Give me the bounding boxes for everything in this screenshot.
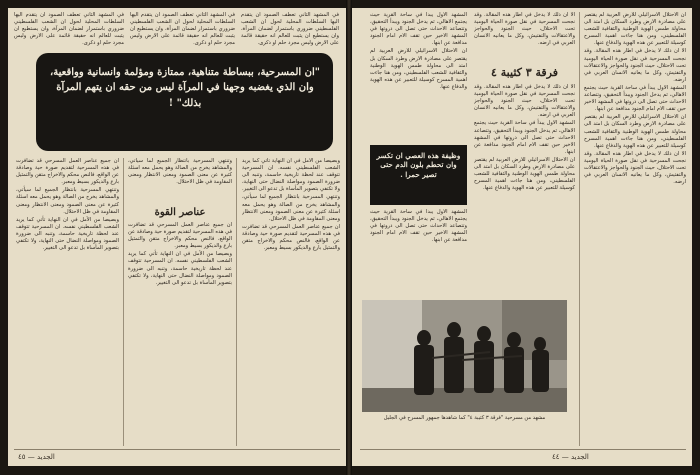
- left-column-center-top: وتنتهي المسرحية بانتظار الجميع لما سيأتي، والمشاهد يخرج من الصالة وهو يحمل معه اسئلة كثيرة عن معنى الصمود ومعنى الانتظار ومعنى المقاومة في ظل الاحتلال.: [128, 158, 232, 186]
- article-heading: فرقة ٣ كثيبة ٤: [491, 66, 558, 79]
- left-top-column-c: في المشهد الثاني تعطف الصمود ان يتقدم اليها السلطات المحلية لحول ان الشعب الفلسطيني ضروري باستمرار لضمان المرآة، وان يستطيع ان يثبت للعالم انه حقيقة قائمة على الارض وليس مجرد حلم او ذكرى.: [241, 12, 339, 47]
- column-divider: [579, 12, 580, 446]
- left-column-left: ان جميع عناصر العمل المسرحي قد تضافرت في هذه المسرحية لتقديم صورة حية وصادقة عن الواقع، فالنص محكم والاخراج متقن والتمثيل بارع والديكور بسيط ومعبر. وتنتهي المسرحية بانتظار الجميع لما سيأتي، والمشاهد يخرج من الصالة وهو يحمل معه اسئلة كثيرة عن معنى الصمود ومعنى الانتظار ومعنى المقاومة في ظل الاحتلال. وبصيصا من الأمل في ان النهاية تأتي كما يريد الشعب الفلسطيني نفسه. ان المسرحية تتوقف عند لحظة تاريخية حاسمة، وتنبه الى ضرورة الصمود ومواصلة النضال حتى النهاية، ولا تكتفي بتصوير المأساة بل تدعو الى التغيير.: [16, 158, 119, 252]
- stage-photo: [362, 300, 567, 412]
- section-subheading: عناصر القوة: [154, 207, 206, 218]
- callout-text: وظيفة هذه العصي ان تكسر وان تحطم بلون الدم حتى تصير حمرا .: [376, 151, 461, 179]
- column-divider: [236, 158, 237, 446]
- left-top-column-b: في المشهد الثاني تعطف الصمود ان يتقدم اليها السلطات المحلية لحول ان الشعب الفلسطيني ضروري باستمرار لضمان المرآة، وان يستطيع ان يثبت للعالم انه حقيقة قائمة على الارض وليس مجرد حلم او ذكرى.: [130, 12, 235, 47]
- footer-rule: [360, 449, 686, 450]
- column-divider: [123, 158, 124, 446]
- pull-quote-box: [36, 53, 333, 151]
- page-number-right: الجديد — ٤٤: [552, 453, 589, 461]
- page-number-left: الجديد — ٤٥: [18, 453, 55, 461]
- left-page: [8, 8, 346, 466]
- right-column-mid-top: الا ان ذلك لا يدخل في اطار هذه المقالة. وقد نجحت المسرحية في نقل صورة الحياة اليومية تحت الاحتلال، حيث الجنود والحواجز والاعتقالات والتفتيش، وكل ما يعانيه الانسان العربي في ارضه.: [474, 12, 575, 47]
- right-column-right: ان الاحتلال الاسرائيلي للارض العربية لم يقتصر على مصادرة الارض وطرد السكان بل امتد الى محاولة طمس الهوية الوطنية والثقافية للشعب الفلسطيني، ومن هنا جاءت اهمية المسرح كوسيلة للتعبير عن هذه الهوية والدفاع عنها. الا ان ذلك لا يدخل في اطار هذه المقالة. وقد نجحت المسرحية في نقل صورة الحياة اليومية تحت الاحتلال، حيث الجنود والحواجز والاعتقالات والتفتيش، وكل ما يعانيه الانسان العربي في ارضه. المشهد الاول يبدأ في ساحة القرية حيث يجتمع الاهالي، ثم يدخل الجنود ويبدأ التحقيق، وتتصاعد الاحداث حتى تصل الى ذروتها في المشهد الاخير حين تقف الام امام الجنود مدافعة عن ابنها. ان الاحتلال الاسرائيلي للارض العربية لم يقتصر على مصادرة الارض وطرد السكان بل امتد الى محاولة طمس الهوية الوطنية والثقافية للشعب الفلسطيني، ومن هنا جاءت اهمية المسرح كوسيلة للتعبير عن هذه الهوية والدفاع عنها. الا ان ذلك لا يدخل في اطار هذه المقالة. وقد نجحت المسرحية في نقل صورة الحياة اليومية تحت الاحتلال، حيث الجنود والحواجز والاعتقالات والتفتيش، وكل ما يعانيه الانسان العربي في ارضه.: [584, 12, 686, 186]
- right-column-mid: الا ان ذلك لا يدخل في اطار هذه المقالة. وقد نجحت المسرحية في نقل صورة الحياة اليومية تحت الاحتلال، حيث الجنود والحواجز والاعتقالات والتفتيش، وكل ما يعانيه الانسان العربي في ارضه. المشهد الاول يبدأ في ساحة القرية حيث يجتمع الاهالي، ثم يدخل الجنود ويبدأ التحقيق، وتتصاعد الاحداث حتى تصل الى ذروتها في المشهد الاخير حين تقف الام امام الجنود مدافعة عن ابنها. ان الاحتلال الاسرائيلي للارض العربية لم يقتصر على مصادرة الارض وطرد السكان بل امتد الى محاولة طمس الهوية الوطنية والثقافية للشعب الفلسطيني، ومن هنا جاءت اهمية المسرح كوسيلة للتعبير عن هذه الهوية والدفاع عنها.: [474, 84, 575, 192]
- left-column-center: ان جميع عناصر العمل المسرحي قد تضافرت في هذه المسرحية لتقديم صورة حية وصادقة عن الواقع، فالنص محكم والاخراج متقن والتمثيل بارع والديكور بسيط ومعبر. وبصيصا من الأمل في ان النهاية تأتي كما يريد الشعب الفلسطيني نفسه. ان المسرحية تتوقف عند لحظة تاريخية حاسمة، وتنبه الى ضرورة الصمود ومواصلة النضال حتى النهاية، ولا تكتفي بتصوير المأساة بل تدعو الى التغيير.: [128, 222, 232, 286]
- left-top-column-a: في المشهد الثاني تعطف الصمود ان يتقدم اليها السلطات المحلية لحول ان الشعب الفلسطيني ضروري باستمرار لضمان المرآة، وان يستطيع ان يثبت للعالم انه حقيقة قائمة على الارض وليس مجرد حلم او ذكرى.: [14, 12, 124, 47]
- callout-box: [370, 145, 467, 205]
- pull-quote-text: "ان المسرحية، ببساطة متناهية، ممتازة ومؤلمة وانسانية وواقعية، وان الذي يغضبه وجهنا في المرآة ليس من حقه ان يتهم المرآة بذلك" !: [50, 67, 320, 109]
- left-column-right: وبصيصا من الأمل في ان النهاية تأتي كما يريد الشعب الفلسطيني نفسه. ان المسرحية تتوقف عند لحظة تاريخية حاسمة، وتنبه الى ضرورة الصمود ومواصلة النضال حتى النهاية، ولا تكتفي بتصوير المأساة بل تدعو الى التغيير. وتنتهي المسرحية بانتظار الجميع لما سيأتي، والمشاهد يخرج من الصالة وهو يحمل معه اسئلة كثيرة عن معنى الصمود ومعنى الانتظار ومعنى المقاومة في ظل الاحتلال. ان جميع عناصر العمل المسرحي قد تضافرت في هذه المسرحية لتقديم صورة حية وصادقة عن الواقع، فالنص محكم والاخراج متقن والتمثيل بارع والديكور بسيط ومعبر.: [242, 158, 340, 252]
- photo-caption: مشهد من مسرحية "فرقة ٣ كثيبة ٤" كما شاهدها جمهور المسرح في الجليل: [383, 415, 546, 421]
- footer-rule: [14, 449, 340, 450]
- right-page: [352, 8, 692, 466]
- stage-photo-illustration: [362, 300, 567, 412]
- right-column-left-top: المشهد الاول يبدأ في ساحة القرية حيث يجتمع الاهالي، ثم يدخل الجنود ويبدأ التحقيق، وتتصاعد الاحداث حتى تصل الى ذروتها في المشهد الاخير حين تقف الام امام الجنود مدافعة عن ابنها. ان الاحتلال الاسرائيلي للارض العربية لم يقتصر على مصادرة الارض وطرد السكان بل امتد الى محاولة طمس الهوية الوطنية والثقافية للشعب الفلسطيني، ومن هنا جاءت اهمية المسرح كوسيلة للتعبير عن هذه الهوية والدفاع عنها.: [370, 12, 467, 90]
- right-column-left-bottom: المشهد الاول يبدأ في ساحة القرية حيث يجتمع الاهالي، ثم يدخل الجنود ويبدأ التحقيق، وتتصاعد الاحداث حتى تصل الى ذروتها في المشهد الاخير حين تقف الام امام الجنود مدافعة عن ابنها.: [370, 209, 467, 244]
